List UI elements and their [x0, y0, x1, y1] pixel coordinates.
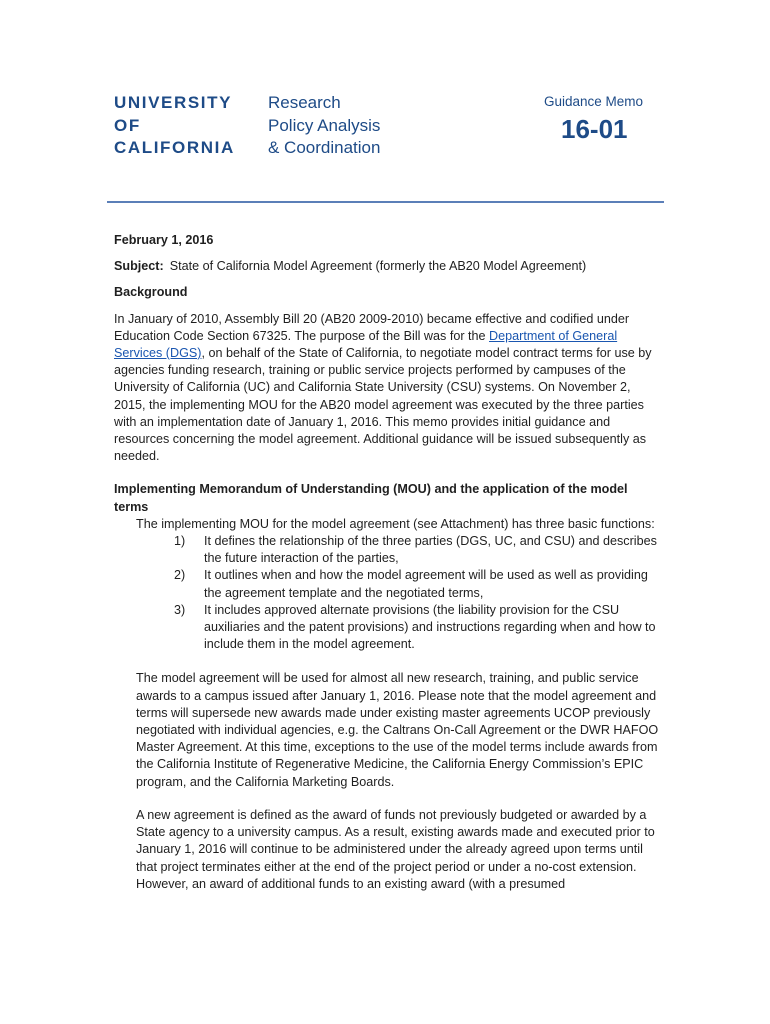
department-line-1: Research — [268, 93, 341, 112]
subject-label: Subject: — [114, 259, 164, 274]
background-paragraph — [114, 311, 662, 466]
mou-heading: Implementing Memorandum of Understanding (MOU) and the application of the model terms — [114, 482, 628, 514]
memo-number: 16-01 — [561, 114, 628, 144]
header-divider — [107, 201, 664, 203]
logo-line-2: OF — [114, 115, 141, 135]
department-line-3: & Coordination — [268, 138, 381, 157]
background-text-end: , on behalf of the State of California, to negotiate model contract terms for use by agencies funding research, training or public service projects performed by campuses of the University of California (UC) and California State University (CSU) systems. On November 2, 2015, the implementing MOU for the AB20 model agreement was executed by the three parties with an implementation date of January 1, 2016. This memo provides initial guidance and resources concerning the model agreement. Additional guidance will be issued subsequently as needed. — [114, 346, 652, 464]
functions-list — [136, 533, 662, 653]
background-heading: Background — [114, 285, 188, 300]
university-of-california-logo — [114, 92, 235, 160]
subject-text: State of California Model Agreement (formerly the AB20 Model Agreement) — [169, 259, 587, 274]
memo-body — [114, 232, 662, 909]
list-item-number: 1) — [174, 534, 186, 549]
dgs-link[interactable]: Department of General Services (DGS) — [114, 328, 618, 361]
mou-intro: The implementing MOU for the model agreement (see Attachment) has three basic functions: — [136, 516, 655, 531]
spacer — [136, 653, 662, 670]
memo-date: February 1, 2016 — [114, 233, 214, 247]
model-use-paragraph: The model agreement will be used for almost all new research, training, and public service awards to a campus issued after January 1, 2016. Please note that the model agreement and terms will supersede new awards made under existing master agreements UCOP previously negotiated with individual agencies, e.g. the Caltrans On-Call Agreement or the DWR HAFOO Master Agreement. At this time, exceptions to the use of the model terms include awards from the California Institute of Regenerative Medicine, the California Energy Commission’s EPIC program, and the California Marketing Boards. — [136, 671, 659, 789]
list-item-text: It includes approved alternate provisions (the liability provision for the CSU auxiliaries and the patent provisions) and instructions regarding when and how to include them in the model agreement. — [204, 602, 656, 652]
list-item — [174, 602, 662, 654]
new-agreement-paragraph: A new agreement is defined as the award of funds not previously budgeted or awarded by a State agency to a university campus. As a result, existing awards made and executed prior to January 1, 2016 will continue to be administered under the already agreed upon terms until that project terminates either at the end of the project period or under a no-cost extension. However, an award of additional funds to an existing award (with a presumed — [136, 807, 655, 891]
mou-section — [114, 516, 662, 893]
list-item — [174, 533, 662, 567]
list-item-text: It defines the relationship of the three parties (DGS, UC, and CSU) and describes the future interaction of the parties, — [204, 534, 657, 566]
department-name — [268, 92, 380, 160]
memo-type-label: Guidance Memo — [544, 94, 644, 109]
memo-subject — [114, 258, 662, 275]
list-item — [174, 567, 662, 601]
background-text-start: In January of 2010, Assembly Bill 20 (AB20 2009-2010) became effective and codified under Education Code Section 67325. The purpose of the Bill was for the — [114, 311, 630, 343]
logo-line-3: CALIFORNIA — [114, 138, 235, 157]
department-line-2: Policy Analysis — [268, 115, 381, 135]
logo-line-1: UNIVERSITY — [114, 93, 233, 112]
list-item-number: 2) — [174, 568, 186, 583]
list-item-text: It outlines when and how the model agreement will be used as well as providing the agreement template and the negotiated terms, — [204, 568, 648, 600]
list-item-number: 3) — [174, 602, 186, 617]
